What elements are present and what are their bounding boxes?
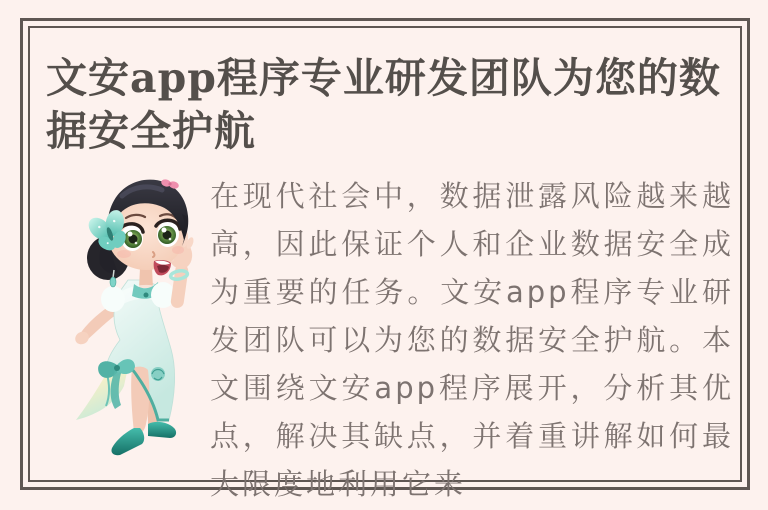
inner-frame — [28, 26, 742, 501]
front-leg — [131, 367, 149, 434]
outer-frame — [20, 18, 750, 501]
mouth — [154, 260, 171, 275]
front-shoe — [111, 428, 144, 455]
lotus-print — [151, 367, 165, 381]
left-sleeve — [101, 286, 125, 312]
article-body-row — [46, 168, 734, 508]
article-title: 文安app程序专业研发团队为您的数据安全护航 — [46, 54, 721, 155]
article-paragraph: 在现代社会中，数据泄露风险越来越高，因此保证个人和企业数据安全成为重要的任务。文安app程序专业研发团队可以为您的数据安全护航。本文围绕文安app程序展开，分析其优点，解决其缺点，并着重讲解如何最大限度地利用它来 — [210, 179, 734, 501]
mascot-figure — [46, 168, 210, 460]
right-sleeve — [151, 282, 175, 308]
qipao-girl-illustration — [50, 168, 210, 460]
article-content — [30, 28, 740, 501]
